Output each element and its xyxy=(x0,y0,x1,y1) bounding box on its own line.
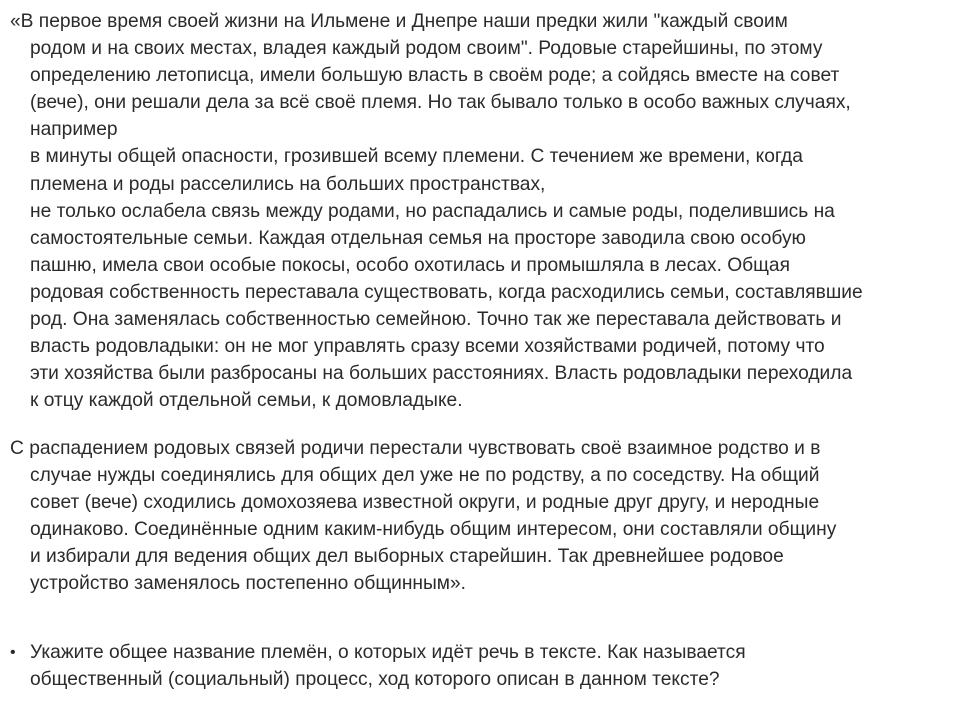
text-line: одинаково. Соединённые одним каким-нибудь общим интересом, они составляли общину xyxy=(30,519,837,541)
text-line: род. Она заменялась собственностью семейною. Точно так же переставала действовать и xyxy=(30,309,842,331)
text-line: пашню, имела свои особые покосы, особо охотилась и промышляла в лесах. Общая xyxy=(30,254,790,276)
text-line: случае нужды соединялись для общих дел уже не по родству, а по соседству. На общий xyxy=(30,465,820,487)
text-line: устройство заменялось постепенно общинным». xyxy=(30,573,467,595)
text-line: в минуты общей опасности, грозившей всему племени. С течением же времени, когда xyxy=(30,146,803,168)
text-line: Укажите общее название племён, о которых идёт речь в тексте. Как называется xyxy=(30,642,746,663)
bullet-icon: • xyxy=(10,644,16,661)
text-line: не только ослабела связь между родами, но распадались и самые роды, поделившись на xyxy=(30,200,835,222)
quote-paragraph-2 xyxy=(10,435,950,598)
text-line: родовая собственность переставала существовать, когда расходились семьи, составлявшие xyxy=(30,281,863,303)
text-line: и избирали для ведения общих дел выборных старейшин. Так древнейшее родовое xyxy=(30,546,784,568)
text-line: С распадением родовых связей родичи перестали чувствовать своё взаимное родство и в xyxy=(10,438,821,459)
text-line: общественный (социальный) процесс, ход которого описан в данном тексте? xyxy=(30,669,720,691)
text-line: племена и роды расселились на больших пространствах, xyxy=(30,173,546,195)
text-line: определению летописца, имели большую власть в своём роде; а сойдясь вместе на совет xyxy=(30,65,840,87)
question-text xyxy=(30,639,950,693)
text-line: самостоятельные семьи. Каждая отдельная семья на просторе заводила свою особую xyxy=(30,227,806,249)
text-line: власть родовладыки: он не мог управлять сразу всеми хозяйствами родичей, потому что xyxy=(30,336,825,358)
text-line: эти хозяйства были разбросаны на больших расстояниях. Власть родовладыки переходила xyxy=(30,363,853,385)
text-line: совет (вече) сходились домохозяева известной округи, и родные друг другу, и неродные xyxy=(30,492,820,514)
text-line: например xyxy=(30,119,118,141)
text-line: родом и на своих местах, владея каждый родом своим". Родовые старейшины, по этому xyxy=(30,38,823,60)
text-line: к отцу каждой отдельной семьи, к домовладыке. xyxy=(30,390,463,412)
text-line: «В первое время своей жизни на Ильмене и Днепре наши предки жили "каждый своим xyxy=(10,11,788,32)
text-line: (вече), они решали дела за всё своё племя. Но так бывало только в особо важных случаях, xyxy=(30,92,851,114)
quote-paragraph-1 xyxy=(10,8,950,414)
